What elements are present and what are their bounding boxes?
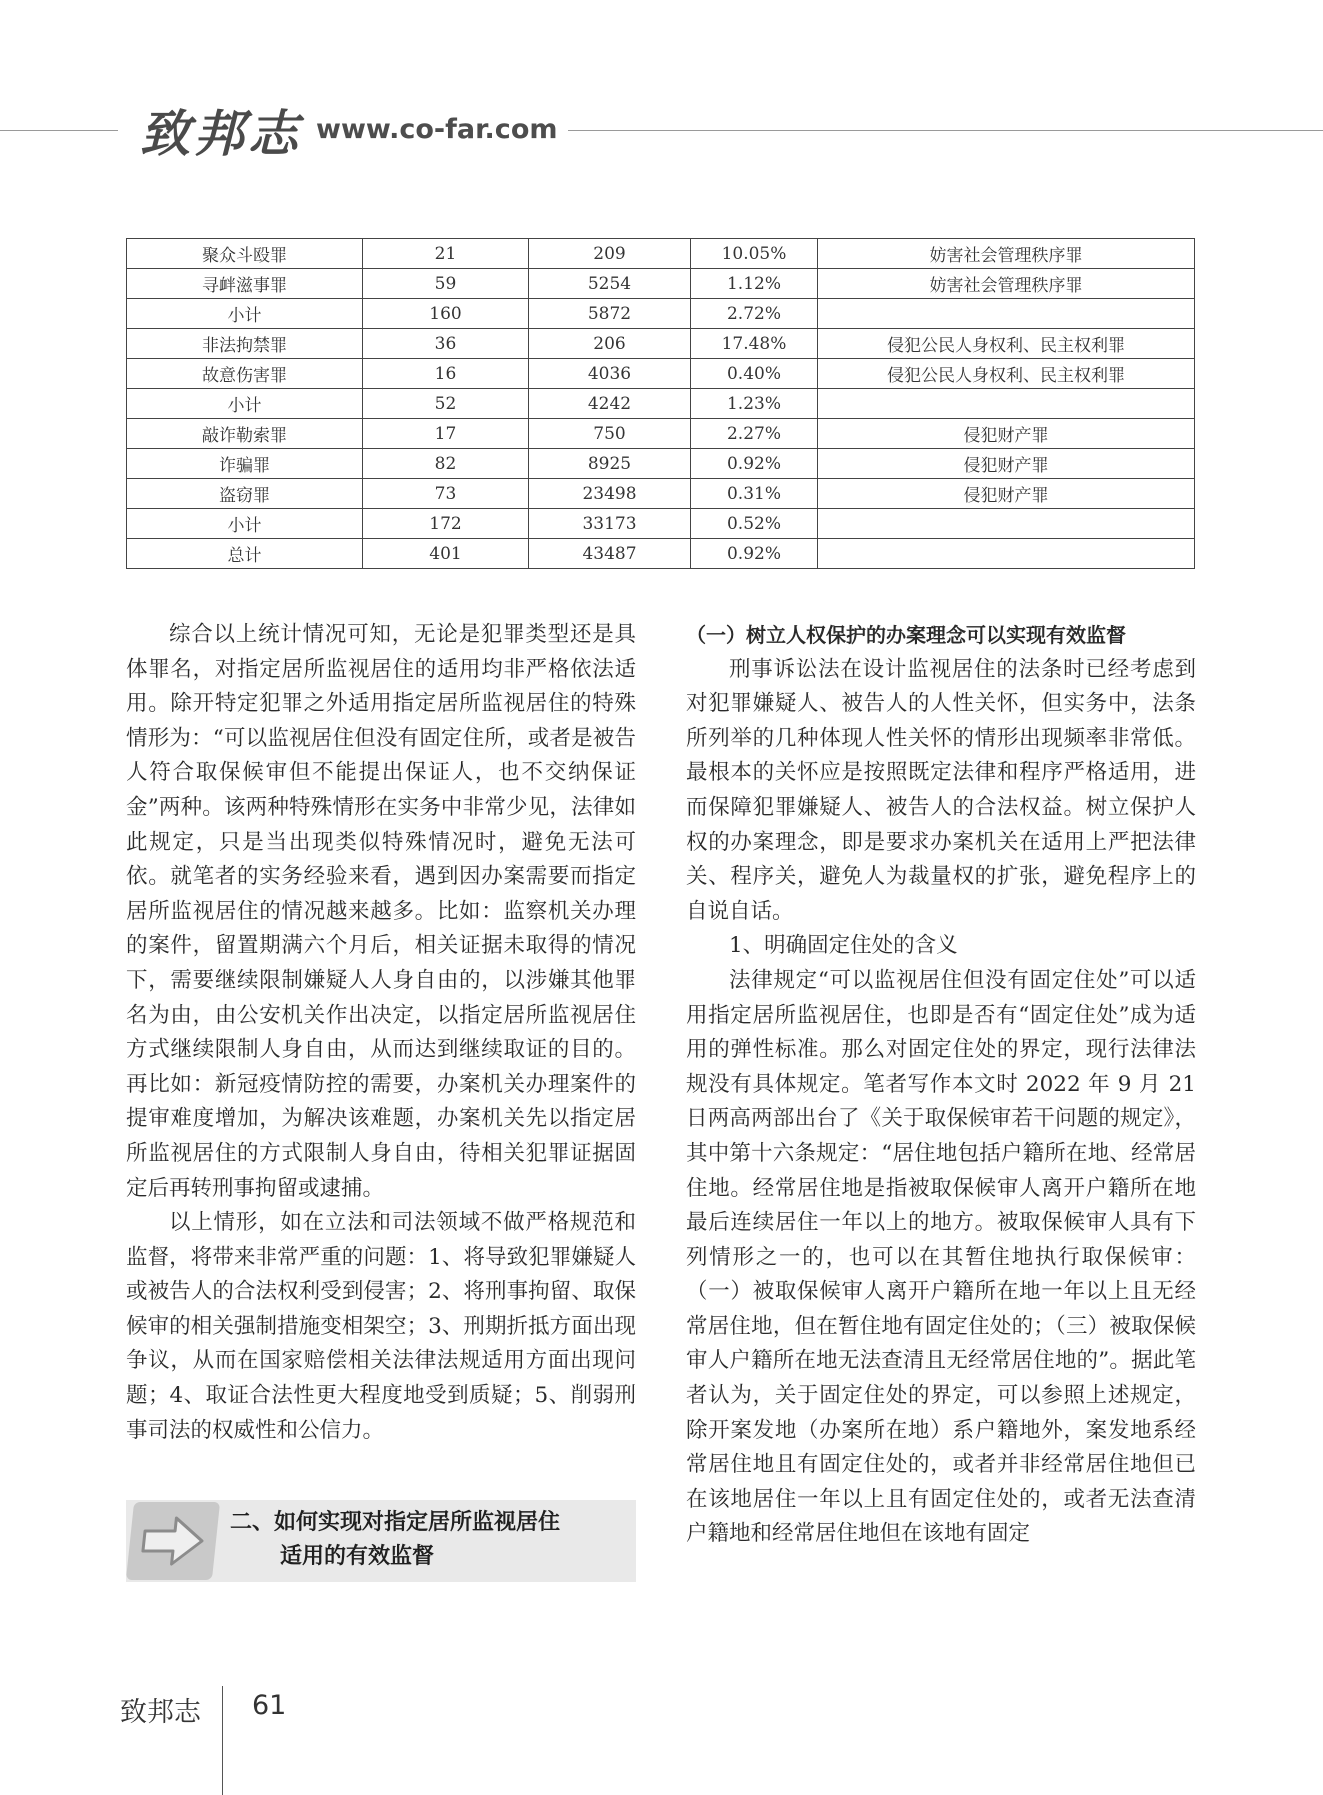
magazine-url: www.co-far.com — [316, 114, 558, 145]
table-cell: 17 — [363, 419, 529, 449]
table-cell — [818, 299, 1195, 329]
table-cell: 21 — [363, 239, 529, 269]
table-cell: 侵犯公民人身权利、民主权利罪 — [818, 329, 1195, 359]
paragraph: 刑事诉讼法在设计监视居住的法条时已经考虑到对犯罪嫌疑人、被告人的人性关怀，但实务中，法条所列举的几种体现人性关怀的情形出现频率非常低。最根本的关怀应是按照既定法律和程序严格适用，进而保障犯罪嫌疑人、被告人的合法权益。树立保护人权的办案理念，即是要求办案机关在适用上严把法律关、程序关，避免人为裁量权的扩张，避免程序上的自说自话。 — [686, 656, 1196, 924]
arrow-icon — [126, 1502, 220, 1580]
table-cell: 小计 — [127, 509, 363, 539]
table-cell: 206 — [529, 329, 691, 359]
table-cell: 59 — [363, 269, 529, 299]
table-row — [127, 419, 1195, 449]
table-cell: 侵犯财产罪 — [818, 449, 1195, 479]
right-column — [686, 618, 1196, 1552]
subsection-heading: （一）树立人权保护的办案理念可以实现有效监督 — [686, 623, 1126, 647]
table-row — [127, 329, 1195, 359]
footer-divider — [222, 1686, 223, 1795]
table-row — [127, 509, 1195, 539]
table-cell: 33173 — [529, 509, 691, 539]
table-cell: 10.05% — [691, 239, 818, 269]
table-cell: 8925 — [529, 449, 691, 479]
table-cell: 聚众斗殴罪 — [127, 239, 363, 269]
paragraph: 综合以上统计情况可知，无论是犯罪类型还是具体罪名，对指定居所监视居住的适用均非严格依法适用。除开特定犯罪之外适用指定居所监视居住的特殊情形为：“可以监视居住但没有固定住所，或者是被告人符合取保候审但不能提出保证人，也不交纳保证金”两种。该两种特殊情形在实务中非常少见，法律如此规定，只是当出现类似特殊情况时，避免无法可依。就笔者的实务经验来看，遇到因办案需要而指定居所监视居住的情况越来越多。比如：监察机关办理的案件，留置期满六个月后，相关证据未取得的情况下，需要继续限制嫌疑人人身自由的，以涉嫌其他罪名为由，由公安机关作出决定，以指定居所监视居住方式继续限制人身自由，从而达到继续取证的目的。再比如：新冠疫情防控的需要，办案机关办理案件的提审难度增加，为解决该难题，办案机关先以指定居所监视居住的方式限制人身自由，待相关犯罪证据固定后再转刑事拘留或逮捕。 — [126, 622, 636, 1201]
left-column — [126, 618, 636, 1448]
table-cell: 16 — [363, 359, 529, 389]
section-title — [230, 1506, 630, 1574]
table-cell: 0.92% — [691, 539, 818, 569]
table-cell: 总计 — [127, 539, 363, 569]
table-cell: 401 — [363, 539, 529, 569]
page-number: 61 — [252, 1690, 287, 1721]
table-row — [127, 449, 1195, 479]
table-cell: 寻衅滋事罪 — [127, 269, 363, 299]
table-cell: 诈骗罪 — [127, 449, 363, 479]
table-cell: 0.40% — [691, 359, 818, 389]
table-cell: 盗窃罪 — [127, 479, 363, 509]
table-cell: 209 — [529, 239, 691, 269]
table-cell: 侵犯公民人身权利、民主权利罪 — [818, 359, 1195, 389]
table-row — [127, 539, 1195, 569]
table-cell: 小计 — [127, 389, 363, 419]
header-rule-right — [568, 130, 1323, 131]
statistics-table — [126, 238, 1195, 569]
table-cell: 160 — [363, 299, 529, 329]
table-cell: 2.72% — [691, 299, 818, 329]
table-cell: 2.27% — [691, 419, 818, 449]
page-header — [0, 92, 1323, 162]
table-cell: 妨害社会管理秩序罪 — [818, 269, 1195, 299]
table-row — [127, 239, 1195, 269]
section-heading — [126, 1500, 636, 1582]
footer-magazine-name: 致邦志 — [120, 1697, 201, 1728]
header-rule-left — [0, 130, 118, 131]
table-cell: 43487 — [529, 539, 691, 569]
table-cell: 故意伤害罪 — [127, 359, 363, 389]
table-cell: 非法拘禁罪 — [127, 329, 363, 359]
table-cell: 52 — [363, 389, 529, 419]
table-cell — [818, 539, 1195, 569]
table-cell: 82 — [363, 449, 529, 479]
table-cell — [818, 389, 1195, 419]
table-cell: 5254 — [529, 269, 691, 299]
table-cell: 17.48% — [691, 329, 818, 359]
table-cell: 4242 — [529, 389, 691, 419]
table-cell: 侵犯财产罪 — [818, 419, 1195, 449]
table-row — [127, 359, 1195, 389]
table-cell: 5872 — [529, 299, 691, 329]
magazine-logo: 致邦志 — [140, 104, 302, 163]
table-cell: 妨害社会管理秩序罪 — [818, 239, 1195, 269]
table-row — [127, 479, 1195, 509]
table-cell: 侵犯财产罪 — [818, 479, 1195, 509]
table-cell — [818, 509, 1195, 539]
table-cell: 4036 — [529, 359, 691, 389]
table-row — [127, 269, 1195, 299]
section-title-line1: 二、如何实现对指定居所监视居住 — [230, 1510, 561, 1535]
section-title-line2: 适用的有效监督 — [280, 1544, 435, 1569]
table-row — [127, 389, 1195, 419]
paragraph: 以上情形，如在立法和司法领域不做严格规范和监督，将带来非常严重的问题：1、将导致犯罪嫌疑人或被告人的合法权利受到侵害；2、将刑事拘留、取保候审的相关强制措施变相架空；3、刑期折抵方面出现争议，从而在国家赔偿相关法律法规适用方面出现问题；4、取证合法性更大程度地受到质疑；5、削弱刑事司法的权威性和公信力。 — [126, 1210, 636, 1443]
table-cell: 1.23% — [691, 389, 818, 419]
table-cell: 0.31% — [691, 479, 818, 509]
table-cell: 23498 — [529, 479, 691, 509]
table-cell: 172 — [363, 509, 529, 539]
paragraph: 法律规定“可以监视居住但没有固定住处”可以适用指定居所监视居住，也即是否有“固定住处”成为适用的弹性标准。那么对固定住处的界定，现行法律法规没有具体规定。笔者写作本文时 2022 年 9 月 21 日两高两部出台了《关于取保候审若干问题的规定》，其中第十六条规定：“居住地包括户籍所在地、经常居住地。经常居住地是指被取保候审人离开户籍所在地最后连续居住一年以上的地方。被取保候审人具有下列情形之一的，也可以在其暂住地执行取保候审：（一）被取保候审人离开户籍所在地一年以上且无经常居住地，但在暂住地有固定住处的；（三）被取保候审人户籍所在地无法查清且无经常居住地的”。据此笔者认为，关于固定住处的界定，可以参照上述规定，除开案发地（办案所在地）系户籍地外，案发地系经常居住地且有固定住处的，或者并非经常居住地但已在该地居住一年以上且有固定住处的，或者无法查清户籍地和经常居住地但在该地有固定 — [686, 967, 1196, 1547]
table-cell: 敲诈勒索罪 — [127, 419, 363, 449]
table-cell: 0.52% — [691, 509, 818, 539]
table-cell: 小计 — [127, 299, 363, 329]
table-cell: 1.12% — [691, 269, 818, 299]
table-cell: 36 — [363, 329, 529, 359]
list-heading: 1、明确固定住处的含义 — [729, 933, 958, 959]
table-cell: 750 — [529, 419, 691, 449]
table-cell: 0.92% — [691, 449, 818, 479]
table-row — [127, 299, 1195, 329]
table-cell: 73 — [363, 479, 529, 509]
